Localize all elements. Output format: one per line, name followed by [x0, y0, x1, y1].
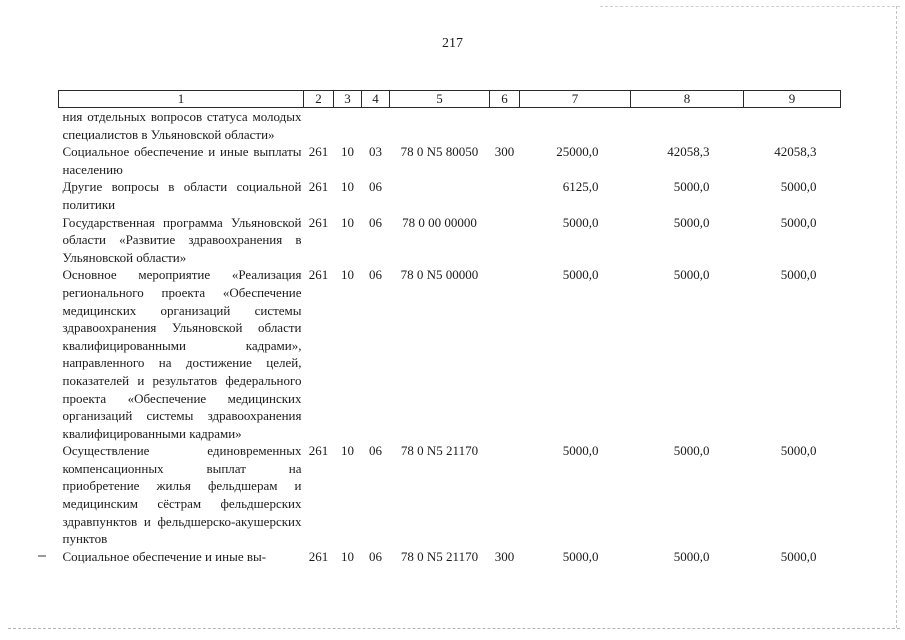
cell-c3: 10	[341, 214, 354, 230]
cell-c5: 78 0 N5 21170	[400, 548, 479, 564]
table-row	[59, 548, 841, 566]
page-number: 217	[442, 36, 463, 51]
cell-c3: 10	[341, 179, 354, 195]
cell-c5	[390, 108, 490, 144]
cell-c2: 261	[308, 179, 329, 195]
cell-c2: 261	[308, 443, 329, 459]
cell-c7: 5000,0	[562, 267, 599, 283]
cell-c7: 5000,0	[562, 443, 599, 459]
row-name: Социальное обеспечение и иные вы-	[62, 548, 267, 564]
cell-c9: 5000,0	[780, 179, 817, 195]
row-name: ния отдельных вопросов статуса молодых специалистов в Ульяновской области»	[62, 109, 302, 142]
cell-c5: 78 0 00 00000	[402, 214, 477, 230]
table-header-row	[59, 91, 841, 108]
cell-c3: 10	[341, 267, 354, 283]
scan-edge-right	[896, 6, 897, 628]
cell-c2: 261	[308, 548, 329, 564]
cell-c9: 5000,0	[780, 214, 817, 230]
column-header: 8	[631, 91, 744, 108]
cell-c3: 10	[341, 443, 354, 459]
cell-c8: 42058,3	[667, 144, 710, 160]
cell-c4: 06	[369, 443, 382, 459]
cell-c2: 261	[308, 267, 329, 283]
cell-c3	[334, 108, 362, 144]
cell-c3: 10	[341, 548, 354, 564]
column-header: 3	[334, 91, 362, 108]
column-header: 5	[390, 91, 490, 108]
table-row	[59, 214, 841, 267]
cell-c9: 5000,0	[780, 267, 817, 283]
cell-c2	[304, 108, 334, 144]
cell-c6: 300	[494, 144, 515, 160]
column-header: 2	[304, 91, 334, 108]
cell-c9: 5000,0	[780, 443, 817, 459]
scan-edge-bottom	[8, 628, 900, 629]
cell-c7: 25000,0	[556, 144, 599, 160]
cell-c6	[490, 214, 520, 267]
column-header: 6	[490, 91, 520, 108]
column-header: 9	[744, 91, 841, 108]
cell-c7: 5000,0	[562, 548, 599, 564]
cell-c8: 5000,0	[673, 443, 710, 459]
cell-c2: 261	[308, 214, 329, 230]
cell-c4	[362, 108, 390, 144]
table-row	[59, 143, 841, 178]
cell-c4: 03	[369, 144, 382, 160]
cell-c8: 5000,0	[673, 214, 710, 230]
cell-c7: 5000,0	[562, 214, 599, 230]
column-header: 1	[59, 91, 304, 108]
cell-c7: 6125,0	[562, 179, 599, 195]
column-header: 4	[362, 91, 390, 108]
row-name: Осуществление единовременных компенсационных выплат на приобретение жилья фельдшерам и медицинским сёстрам фельдшерских здравпунктов и фельдшерско-акушерских пунктов	[62, 443, 302, 547]
cell-c4: 06	[369, 548, 382, 564]
table-row	[59, 442, 841, 548]
table-row	[59, 178, 841, 213]
column-header: 7	[520, 91, 631, 108]
table-row	[59, 266, 841, 442]
cell-c9: 5000,0	[780, 548, 817, 564]
cell-c6: 300	[494, 548, 515, 564]
row-name: Основное мероприятие «Реализация регионального проекта «Обеспечение медицинских организаций системы здравоохранения Ульяновской области квалифицированными кадрами», направленного на достижение целей, показателей и результатов федерального проекта «Обеспечение медицинских организаций системы здравоохранения квалифицированными кадрами»	[62, 267, 302, 441]
cell-c6	[490, 108, 520, 144]
cell-c8: 5000,0	[673, 548, 710, 564]
cell-c6	[490, 178, 520, 213]
cell-c4: 06	[369, 267, 382, 283]
cell-c8: 5000,0	[673, 267, 710, 283]
row-name: Социальное обеспечение и иные выплаты населению	[62, 144, 302, 177]
table-row	[59, 108, 841, 144]
cell-c6	[490, 266, 520, 442]
cell-c5	[390, 178, 490, 213]
cell-c4: 06	[369, 179, 382, 195]
cell-c5: 78 0 N5 80050	[400, 144, 479, 160]
cell-c8: 5000,0	[673, 179, 710, 195]
cell-c8	[631, 108, 744, 144]
cell-c6	[490, 442, 520, 548]
cell-c2: 261	[308, 144, 329, 160]
scan-edge-top	[600, 6, 900, 7]
scan-speck	[38, 555, 46, 557]
cell-c5: 78 0 N5 00000	[400, 267, 479, 283]
cell-c7	[520, 108, 631, 144]
row-name: Другие вопросы в области социальной политики	[62, 179, 302, 212]
row-name: Государственная программа Ульяновской области «Развитие здравоохранения в Ульяновской области»	[62, 214, 302, 265]
budget-table	[58, 90, 841, 565]
cell-c3: 10	[341, 144, 354, 160]
cell-c9	[744, 108, 841, 144]
cell-c4: 06	[369, 214, 382, 230]
cell-c5: 78 0 N5 21170	[400, 443, 479, 459]
cell-c9: 42058,3	[774, 144, 817, 160]
